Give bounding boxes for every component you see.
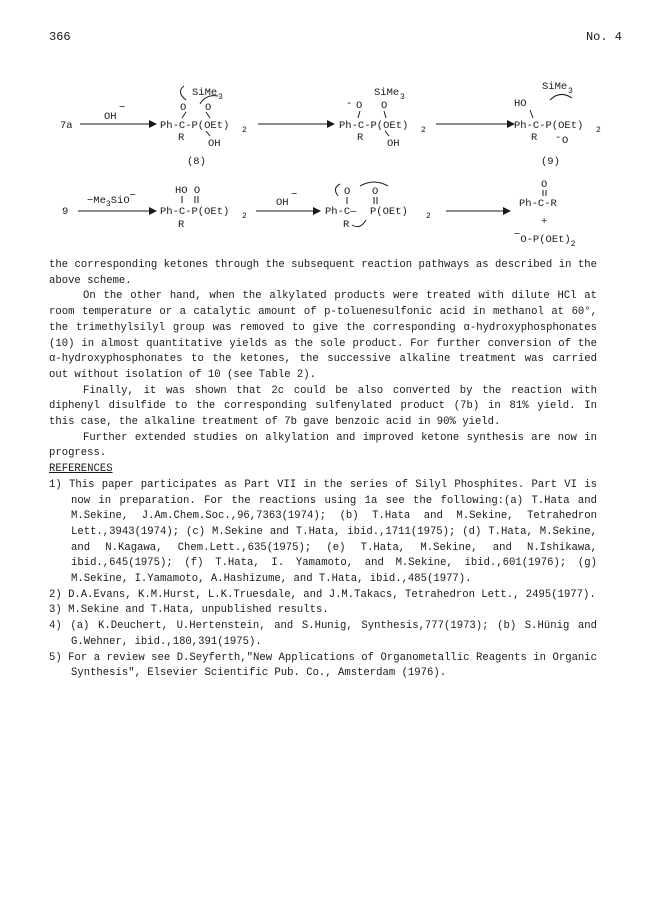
paragraph: On the other hand, when the alkylated products were treated with dilute HCl at room temperature or a catalytic amount of p-toluenesulfonic acid in methanol at 60°, the trimethylsilyl group was removed to give the corresponding α-hydroxyphosphonates (10) in almost quantitative yields as the sole product. For further conversion of the α-hydroxyphosphonates to the ketones, the successive alkaline treatment was carried out without isolation of 10 (see Table 2).: [49, 290, 597, 381]
cleavage-transition-state: [325, 182, 431, 231]
r-group: R: [357, 132, 364, 144]
reagent-hydroxide-1: OH: [104, 111, 117, 123]
curved-arrow: [180, 86, 186, 100]
oxy-anion: O: [562, 135, 569, 147]
silyl-subscript: 3: [218, 93, 223, 102]
body-text: [49, 258, 597, 682]
page-number: 366: [49, 30, 71, 44]
ts-subscript: 2: [426, 212, 431, 221]
paragraph: the corresponding ketones through the subsequent reaction pathways as described in the above scheme.: [49, 259, 597, 287]
reference-item: 3) M.Sekine and T.Hata, unpublished results.: [49, 604, 329, 617]
core-formula: Ph-C-P(OEt): [514, 120, 584, 132]
ts-right: P(OEt): [370, 206, 408, 218]
start-compound-7a: 7a: [60, 120, 73, 132]
start-compound-9: 9: [62, 206, 69, 218]
r-group: R: [178, 219, 185, 231]
phosphite-anion: $-O-P(OEt)_2$: [514, 229, 576, 249]
core-subscript: 2: [596, 126, 601, 135]
intermediate-formula: Ph-C-P(OEt): [160, 206, 230, 218]
silyl-subscript: 3: [400, 93, 405, 102]
plus-sign: +: [541, 216, 548, 228]
issue-number: No. 4: [585, 30, 622, 44]
reagent-silanolate: $-Me_3SiO-$: [87, 190, 136, 209]
reaction-scheme: [0, 60, 672, 255]
reference-item: 1) This paper participates as Part VII in the series of Silyl Phosphites. Part VI is now in preparation. For the reactions using 1a see the following:(a) T.Hata and M.Sekine, J.Am.Chem.Soc.,96,7363(1974); (b) T.Hata and M.Sekine, Tetrahedron Lett.,3943(1974); (c) M.Sekine and T.Hata, ibid.,1711(1975); (d) T.Hata, M.Sekine, and N.Kagawa, Chem.Lett.,635(1975); (e) T.Hata, M.Sekine, and N.Ishikawa, ibid.,645(1975); (f) T.Hata, I. Yamamoto, and M.Sekine, ibid.,601(1976); (g) M.Sekine, I.Yamamoto, A.Hashizume, and T.Hata, ibid.,485(1977).: [49, 478, 597, 586]
structure-8: [160, 86, 247, 168]
hydroxyl: OH: [387, 138, 400, 150]
r-group: R: [531, 132, 538, 144]
compound-label-9: (9): [541, 156, 560, 168]
paragraph: Finally, it was shown that 2c could be also converted by the reaction with diphenyl disulfide to the corresponding sulfenylated product (7b) in 81% yield. In this case, the alkaline treatment of 7b gave benzoic acid in 90% yield.: [49, 384, 597, 429]
ketone-oxygen: O: [541, 179, 548, 191]
silyl-group: SiMe: [374, 87, 400, 99]
reagent-hydroxide-2: OH: [276, 197, 289, 209]
hydroxyphosphonate-structure: [160, 185, 247, 231]
intermediate-subscript: 2: [242, 212, 247, 221]
oxygen-left: O: [180, 102, 187, 114]
r-group: R: [343, 219, 350, 231]
curved-arrow: [335, 184, 340, 196]
oxy-anion-charge: -: [555, 132, 562, 144]
hydroxy-label: HO: [514, 98, 527, 110]
paragraph: Further extended studies on alkylation and improved ketone synthesis are now in progress.: [49, 431, 597, 460]
reference-item: 4) (a) K.Deuchert, U.Hertenstein, and S.Hunig, Synthesis,777(1973); (b) S.Hünig and G.Wehner, ibid.,180,391(1975).: [49, 620, 597, 648]
hydroxy-oxo-label: HO O: [175, 185, 201, 197]
reagent-charge-2: −: [291, 189, 298, 201]
intermediate-structure: [339, 87, 426, 150]
curved-arrow: [352, 220, 366, 227]
ketone-product: Ph-C-R: [519, 198, 557, 210]
core-subscript: 2: [421, 126, 426, 135]
ts-left: Ph-C—: [325, 206, 357, 218]
bond: [384, 111, 386, 118]
bond: [530, 110, 533, 118]
hydroxyl: OH: [208, 138, 221, 150]
core-subscript: 2: [242, 126, 247, 135]
oxygen-right: O: [205, 102, 212, 114]
oxy-anion: O: [356, 100, 363, 112]
oxygen-double: O: [372, 186, 379, 198]
core-formula: Ph-C-P(OEt): [160, 120, 230, 132]
oxygen: O: [344, 186, 351, 198]
oxy-anion-charge: -: [346, 98, 353, 110]
oxygen-right: O: [381, 100, 388, 112]
compound-label-8: (8): [187, 156, 206, 168]
structure-9: [514, 81, 601, 168]
silyl-subscript: 3: [568, 87, 573, 96]
r-group: R: [178, 132, 185, 144]
reference-item: 2) D.A.Evans, K.M.Hurst, L.K.Truesdale, and J.M.Takacs, Tetrahedron Lett., 2495(1977).: [49, 588, 596, 601]
silyl-group: SiMe: [542, 81, 568, 93]
reagent-charge-1: −: [119, 102, 126, 114]
silyl-group: SiMe: [192, 87, 218, 99]
reference-item: 5) For a review see D.Seyferth,"New Applications of Organometallic Reagents in Organic Synthesis", Elsevier Scientific Pub. Co., Amsterdam (1976).: [49, 651, 597, 680]
bond: [358, 111, 360, 118]
references-heading: REFERENCES: [49, 463, 113, 476]
core-formula: Ph-C-P(OEt): [339, 120, 409, 132]
products: [514, 179, 576, 249]
